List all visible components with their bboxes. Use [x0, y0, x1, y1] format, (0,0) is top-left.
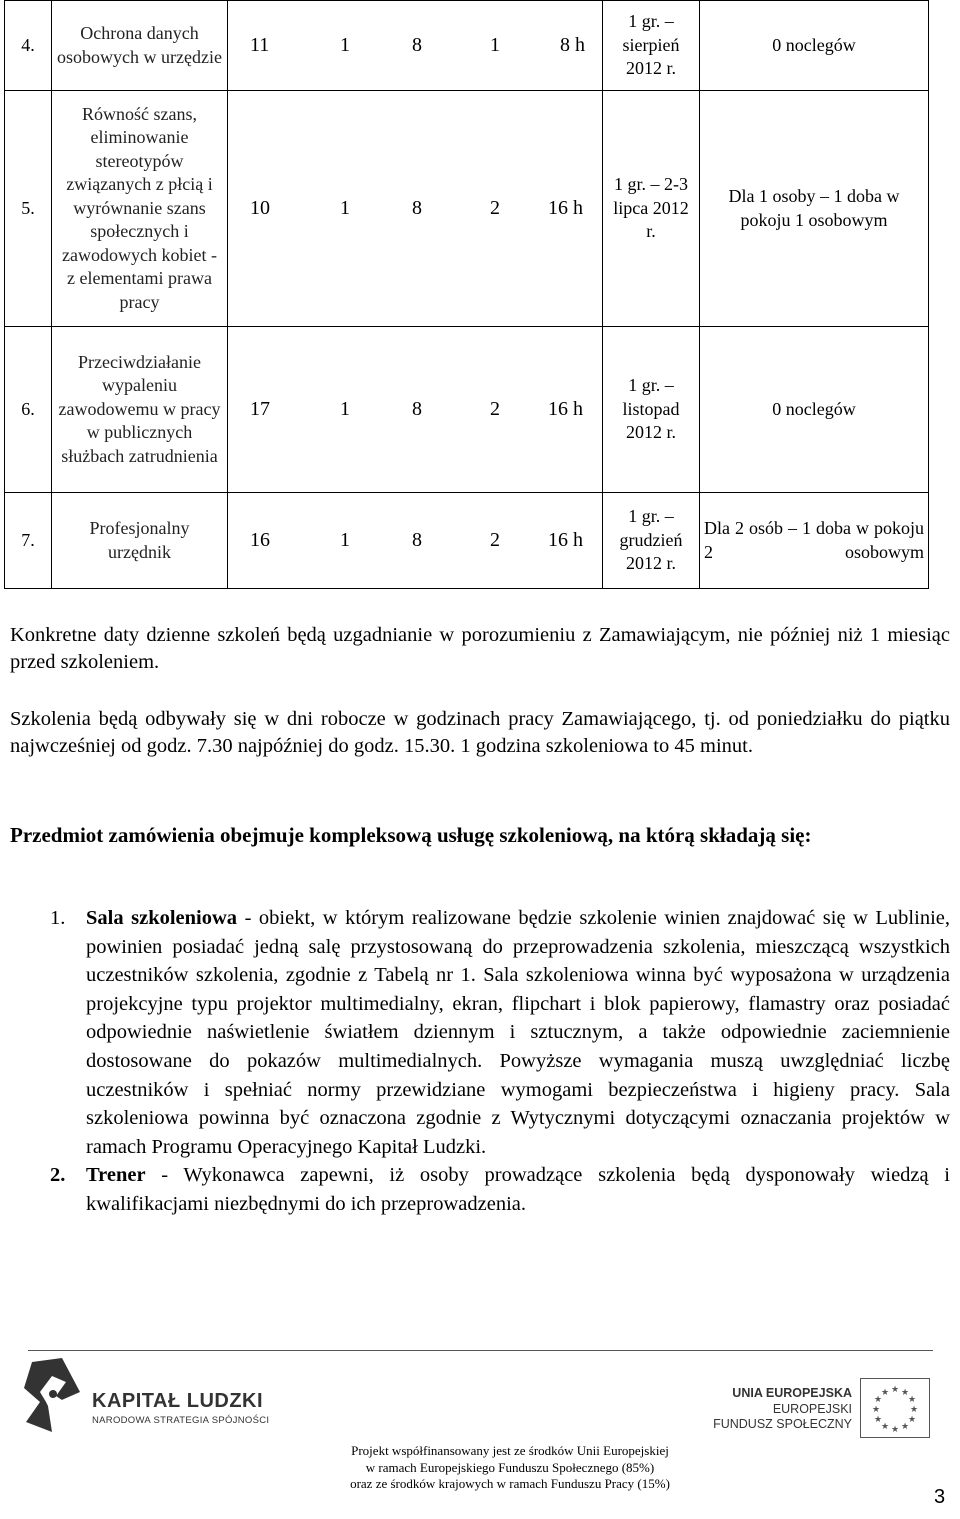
cofinancing-line: oraz ze środków krajowych w ramach Funduszu Pracy (15%) — [350, 1476, 670, 1491]
accommodation: Dla 2 osób – 1 doba w pokoju 2 osobowym — [700, 493, 929, 589]
hours-per-day: 8 — [412, 196, 422, 219]
svg-text:★: ★ — [890, 1425, 900, 1435]
footer-divider — [28, 1350, 933, 1351]
svg-text:★: ★ — [907, 1415, 917, 1425]
total-hours: 16 h — [548, 196, 583, 219]
groups: 1 — [340, 528, 350, 551]
row-number: 7. — [5, 493, 52, 589]
list-item-text: - Wykonawca zapewni, iż osoby prowadzące szkolenia będą dysponowały wiedzą i kwalifikacjami niezbędnymi do ich przeprowadzenia. — [86, 1164, 950, 1215]
eu-flag-icon — [860, 1378, 930, 1438]
course-term: 1 gr. – sierpień 2012 r. — [603, 1, 700, 91]
days: 1 — [490, 33, 500, 56]
schedule-table — [4, 0, 929, 589]
course-term: 1 gr. – listopad 2012 r. — [603, 327, 700, 493]
list-item-title: Sala szkoleniowa — [86, 907, 238, 929]
svg-text:★: ★ — [907, 1395, 917, 1405]
cofinancing-line: w ramach Europejskiego Funduszu Społecznego (85%) — [365, 1459, 655, 1475]
course-figures — [228, 1, 603, 91]
course-name: Ochrona danych osobowych w urzędzie — [52, 1, 228, 91]
accommodation: Dla 1 osoby – 1 doba w pokoju 1 osobowym — [700, 91, 929, 327]
cofinancing-note — [270, 1443, 750, 1493]
requirements-list — [50, 904, 950, 1219]
eu-fund-line1: EUROPEJSKI — [772, 1402, 852, 1416]
participants: 17 — [250, 397, 270, 420]
eu-title: UNIA EUROPEJSKA — [732, 1386, 852, 1400]
schedule-note-paragraph: Konkretne daty dzienne szkoleń będą uzgadnianie w porozumieniu z Zamawiającym, nie później niż 1 miesiąc przed szkoleniem. — [10, 624, 950, 673]
course-name: Równość szans, eliminowanie stereotypów związanych z płcią i wyrównanie szans społecznych i zawodowych kobiet - z elementami prawa pracy — [52, 91, 228, 327]
total-hours: 16 h — [548, 528, 583, 551]
kapital-ludzki-logo-icon — [22, 1358, 84, 1434]
svg-text:★: ★ — [880, 1422, 890, 1432]
groups: 1 — [340, 33, 350, 56]
table-row — [5, 327, 929, 493]
page-number: 3 — [934, 1486, 946, 1508]
table-row — [5, 493, 929, 589]
svg-text:★: ★ — [900, 1388, 910, 1398]
svg-text:★: ★ — [909, 1405, 919, 1415]
days: 2 — [490, 397, 500, 420]
course-term: 1 gr. – 2-3 lipca 2012 r. — [603, 91, 700, 327]
total-hours: 16 h — [548, 397, 583, 420]
kapital-ludzki-title: KAPITAŁ LUDZKI — [92, 1390, 264, 1412]
row-number: 5. — [5, 91, 52, 327]
row-number: 6. — [5, 327, 52, 493]
svg-text:★: ★ — [880, 1388, 890, 1398]
eu-fund-line2: FUNDUSZ SPOŁECZNY — [713, 1417, 852, 1431]
list-item — [50, 904, 950, 1161]
list-item-number: 2. — [50, 1164, 66, 1187]
kapital-ludzki-subtitle: NARODOWA STRATEGIA SPÓJNOŚCI — [92, 1415, 270, 1426]
hours-per-day: 8 — [412, 397, 422, 420]
participants: 10 — [250, 196, 270, 219]
days: 2 — [490, 196, 500, 219]
list-item-text: - obiekt, w którym realizowane będzie szkolenie winien znajdować się w Lublinie, powinien posiadać jedną salę przystosowaną do przeprowadzenia szkolenia, mieszczącą wszystkich uczestników szkolenia, zgodnie z Tabelą nr 1. Sala szkoleniowa winna być wyposażona w urządzenia projekcyjne typu projektor multimedialny, ekran, flipchart i blok papierowy, flamastry oraz posiadać odpowiednie naświetlenie światłem dziennym i sztucznym, a także odpowiednie zaciemnienie dostosowane do pokazów multimedialnych. Powyższe wymagania muszą uwzględniać liczbę uczestników i spełniać normy przewidziane wymogami bezpieczeństwa i higieny pracy. Sala szkoleniowa powinna być oznaczona zgodnie z Wytycznymi dotyczącymi oznaczania projektów w ramach Programu Operacyjnego Kapitał Ludzki. — [86, 907, 950, 1158]
accommodation: 0 noclegów — [700, 1, 929, 91]
course-figures — [228, 327, 603, 493]
course-name: Profesjonalny urzędnik — [52, 493, 228, 589]
cofinancing-line: Projekt współfinansowany jest ze środków Unii Europejskiej — [351, 1443, 669, 1458]
course-name: Przeciwdziałanie wypaleniu zawodowemu w pracy w publicznych służbach zatrudnienia — [52, 327, 228, 493]
course-figures — [228, 91, 603, 327]
hours-per-day: 8 — [412, 528, 422, 551]
svg-text:★: ★ — [900, 1422, 910, 1432]
total-hours: 8 h — [560, 33, 585, 56]
row-number: 4. — [5, 1, 52, 91]
list-item-number: 1. — [50, 907, 66, 929]
groups: 1 — [340, 196, 350, 219]
accommodation: 0 noclegów — [700, 327, 929, 493]
list-item — [50, 1161, 950, 1218]
participants: 11 — [250, 33, 270, 56]
participants: 16 — [250, 528, 270, 551]
course-figures — [228, 493, 603, 589]
table-row — [5, 91, 929, 327]
svg-text:★: ★ — [871, 1405, 881, 1415]
list-item-title: Trener — [86, 1164, 146, 1187]
svg-text:★: ★ — [873, 1415, 883, 1425]
training-hours-paragraph: Szkolenia będą odbywały się w dni robocze w godzinach pracy Zamawiającego, tj. od poniedziałku do piątku najwcześniej od godz. 7.30 najpóźniej do godz. 15.30. 1 godzina szkoleniowa to 45 minut. — [10, 708, 950, 757]
groups: 1 — [340, 397, 350, 420]
scope-heading: Przedmiot zamówienia obejmuje kompleksową usługę szkoleniową, na którą składają się: — [10, 823, 812, 847]
table-row — [5, 1, 929, 91]
svg-text:★: ★ — [890, 1385, 900, 1395]
svg-text:★: ★ — [873, 1395, 883, 1405]
hours-per-day: 8 — [412, 33, 422, 56]
days: 2 — [490, 528, 500, 551]
course-term: 1 gr. – grudzień 2012 r. — [603, 493, 700, 589]
